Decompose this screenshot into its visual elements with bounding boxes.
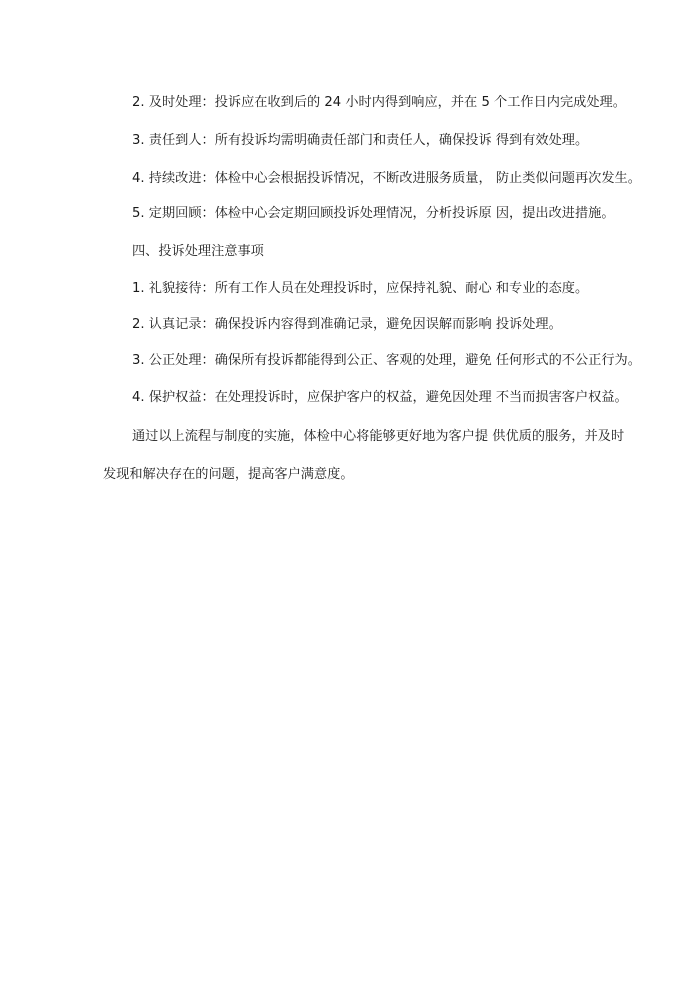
paragraph-fair-handling: 3. 公正处理：确保所有投诉都能得到公正、客观的处理，避免 任何形式的不公正行为。 [132, 353, 641, 368]
closing-paragraph-line-2: 发现和解决存在的问题，提高客户满意度。 [103, 467, 354, 482]
paragraph-continuous-improvement: 4. 持续改进：体检中心会根据投诉情况，不断改进服务质量， 防止类似问题再次发生。 [132, 171, 641, 186]
closing-paragraph-line-1: 通过以上流程与制度的实施，体检中心将能够更好地为客户提 供优质的服务，并及时 [132, 429, 625, 444]
paragraph-regular-review: 5. 定期回顾：体检中心会定期回顾投诉处理情况，分析投诉原 因，提出改进措施。 [132, 206, 615, 221]
section-heading: 四、投诉处理注意事项 [132, 244, 264, 259]
paragraph-protect-rights: 4. 保护权益：在处理投诉时，应保护客户的权益，避免因处理 不当而损害客户权益。 [132, 390, 628, 405]
paragraph-polite-reception: 1. 礼貌接待：所有工作人员在处理投诉时，应保持礼貌、耐心 和专业的态度。 [132, 281, 589, 296]
paragraph-responsibility: 3. 责任到人：所有投诉均需明确责任部门和责任人，确保投诉 得到有效处理。 [132, 133, 589, 148]
paragraph-timely-handling: 2. 及时处理：投诉应在收到后的 24 小时内得到响应，并在 5 个工作日内完成处理。 [132, 95, 626, 110]
paragraph-careful-recording: 2. 认真记录：确保投诉内容得到准确记录，避免因误解而影响 投诉处理。 [132, 317, 562, 332]
